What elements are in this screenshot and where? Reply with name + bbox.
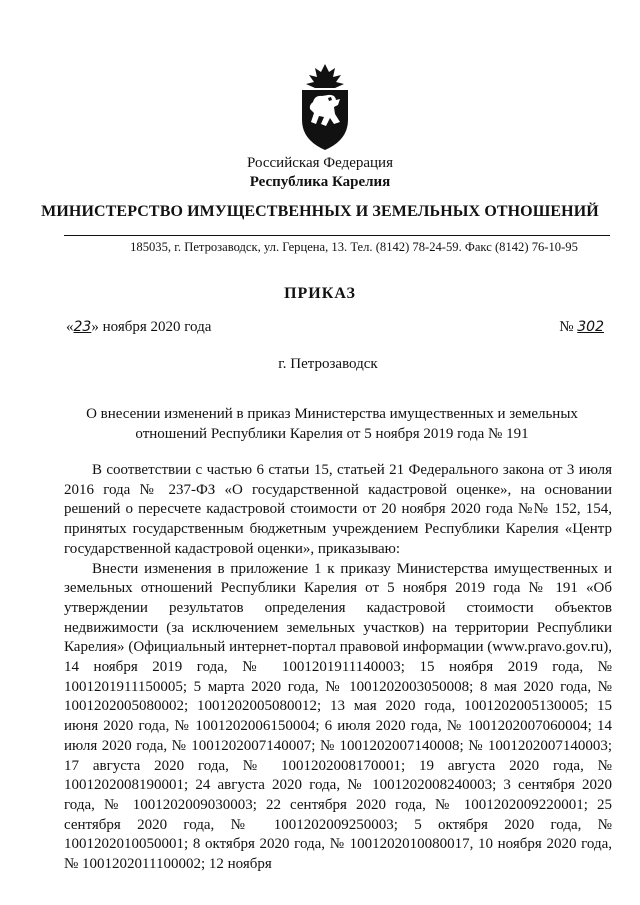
country-name: Российская Федерация bbox=[247, 155, 393, 171]
order-body bbox=[64, 461, 612, 875]
subject-line-2: отношений Республики Карелия от 5 ноября 2019 года № 191 bbox=[135, 426, 529, 442]
karelia-coat-of-arms-emblem bbox=[288, 62, 362, 152]
date-day-handwritten: 23 bbox=[73, 319, 92, 335]
ministry-title: МИНИСТЕРСТВО ИМУЩЕСТВЕННЫХ И ЗЕМЕЛЬНЫХ ОТНОШЕНИЙ bbox=[41, 203, 599, 220]
order-number-handwritten: 302 bbox=[577, 319, 604, 335]
order-number-label: № bbox=[559, 319, 574, 335]
order-city: г. Петрозаводск bbox=[278, 356, 378, 372]
date-month-year: » ноября 2020 года bbox=[91, 319, 212, 335]
order-number bbox=[559, 319, 604, 336]
order-date bbox=[66, 319, 211, 336]
subject-line-1: О внесении изменений в приказ Министерства имущественных и земельных bbox=[86, 406, 578, 422]
date-open-quote: « bbox=[66, 319, 74, 335]
ministry-address: 185035, г. Петрозаводск, ул. Герцена, 13. Тел. (8142) 78-24-59. Факс (8142) 76-10-95 bbox=[130, 240, 578, 254]
order-title: ПРИКАЗ bbox=[284, 285, 356, 302]
order-subject bbox=[12, 404, 640, 444]
header-divider bbox=[64, 235, 610, 236]
republic-name: Республика Карелия bbox=[249, 174, 391, 190]
body-paragraph-1: В соответствии с частью 6 статьи 15, статьей 21 Федерального закона от 3 июля 2016 года № 237-ФЗ «О государственной кадастровой оценке», на основании решений о пересчете кадастровой стоимости от 20 ноября 2020 года №№ 152, 154, принятых государственным бюджетным учреждением Республики Карелия «Центр государственной кадастровой оценки», приказываю: bbox=[64, 462, 612, 557]
body-paragraph-2: Внести изменения в приложение 1 к приказу Министерства имущественных и земельных отношений Республики Карелия от 5 ноября 2019 года № 191 «Об утверждении результатов определения кадастровой стоимости объектов недвижимости (за исключением земельных участков) на территории Республики Карелия» (Официальный интернет-портал правовой информации (www.pravo.gov.ru), 14 ноября 2019 года, № 1001201911140003; 15 ноября 2019 года, № 1001201911150005; 5 марта 2020 года, № 1001202003050008; 8 мая 2020 года, № 1001202005080002; 1001202005080012; 13 мая 2020 года, 1001202005130005; 15 июня 2020 года, № 1001202006150004; 6 июля 2020 года, № 1001202007060004; 14 июля 2020 года, № 1001202007140007; № 1001202007140008; № 1001202007140003; 17 августа 2020 года, № 1001202008170001; 19 августа 2020 года, № 1001202008190001; 24 августа 2020 года, № 1001202008240003; 3 сентября 2020 года, № 1001202009030003; 22 сентября 2020 года, № 1001202009220001; 25 сентября 2020 года, № 1001202009250003; 5 октября 2020 года, № 1001202010050001; 8 октября 2020 года, № 1001202010080017, 10 ноября 2020 года, № 1001202011100002; 12 ноября bbox=[64, 560, 612, 873]
